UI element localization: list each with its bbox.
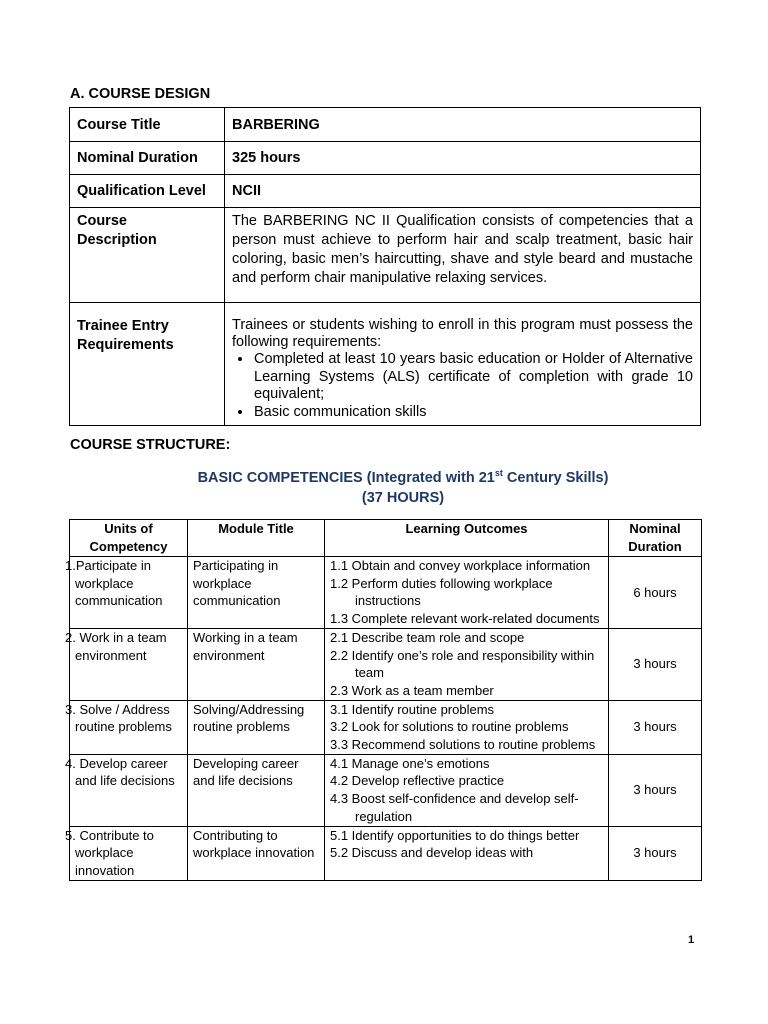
entry-label-line-2: Requirements — [77, 337, 174, 353]
unit-cell: 2. Work in a team environment — [70, 628, 188, 700]
heading-superscript: st — [494, 468, 503, 478]
qualification-row — [70, 175, 701, 208]
module-cell: Contributing to workplace innovation — [188, 826, 325, 880]
qualification-label: Qualification Level — [70, 175, 225, 208]
unit-cell: 5. Contribute to workplace innovation — [70, 826, 188, 880]
description-row — [70, 208, 701, 303]
header-duration: Nominal Duration — [609, 520, 702, 557]
course-title-value: BARBERING — [225, 108, 701, 142]
basic-competencies-hours: (37 HOURS) — [361, 490, 445, 506]
duration-value: 325 hours — [225, 142, 701, 175]
outcome: 2.3 Work as a team member — [330, 682, 494, 698]
outcome: 3.2 Look for solutions to routine problems — [330, 719, 569, 735]
module-cell: Solving/Addressing routine problems — [188, 700, 325, 754]
duration-cell: 6 hours — [609, 557, 702, 629]
table-row — [70, 754, 702, 826]
requirement-item: • Basic communication skills — [253, 404, 693, 422]
table-row — [70, 557, 702, 629]
outcome: 4.2 Develop reflective practice — [330, 773, 505, 789]
requirements-list — [232, 351, 693, 421]
outcomes-cell — [325, 826, 609, 880]
module-cell: Working in a team environment — [188, 628, 325, 700]
description-label — [70, 208, 225, 303]
structure-title: COURSE STRUCTURE: — [70, 437, 231, 453]
outcome: 3.3 Recommend solutions to routine problems — [330, 737, 596, 753]
header-outcomes: Learning Outcomes — [325, 520, 609, 557]
table-row — [70, 700, 702, 754]
page-number: 1 — [688, 934, 695, 946]
outcome: 4.3 Boost self-confidence and develop self-regulation — [330, 791, 579, 824]
outcomes-cell — [325, 754, 609, 826]
unit-cell: 1.Participate in workplace communication — [70, 557, 188, 629]
outcome: 2.2 Identify one’s role and responsibility within team — [330, 647, 595, 681]
duration-label: Nominal Duration — [70, 142, 225, 175]
duration-cell: 3 hours — [609, 628, 702, 700]
qualification-value: NCII — [225, 175, 701, 208]
table-row — [70, 628, 702, 700]
duration-cell: 3 hours — [609, 754, 702, 826]
outcome: 5.1 Identify opportunities to do things better — [330, 827, 580, 843]
entry-value — [225, 303, 701, 426]
outcomes-cell — [325, 628, 609, 700]
course-title-row — [70, 108, 701, 142]
header-units: Units of Competency — [70, 520, 188, 557]
basic-competencies-title — [69, 468, 737, 488]
description-value: The BARBERING NC II Qualification consists of competencies that a person must achieve to perform hair and scalp treatment, basic hair coloring, basic men’s haircutting, shave and style beard and mustache and perform chair manipulative relaxing services. — [225, 208, 701, 303]
duration-row — [70, 142, 701, 175]
entry-label-line-1: Trainee Entry — [77, 318, 169, 334]
section-title: A. COURSE DESIGN — [70, 86, 211, 102]
module-cell: Developing career and life decisions — [188, 754, 325, 826]
entry-label — [70, 303, 225, 426]
outcome: 5.2 Discuss and develop ideas with — [330, 845, 534, 861]
entry-requirements-row — [70, 303, 701, 426]
outcome: 3.1 Identify routine problems — [330, 701, 495, 717]
table-header-row — [70, 520, 702, 557]
requirement-item: • Completed at least 10 years basic education or Holder of Alternative Learning Systems (ALS) certificate of completion with grade 10 equivalent; — [253, 351, 693, 404]
table-row — [70, 826, 702, 880]
competency-table — [65, 519, 702, 881]
outcome: 1.3 Complete relevant work-related documents — [330, 611, 600, 627]
outcomes-cell — [325, 557, 609, 629]
description-label-line-1: Course — [77, 213, 127, 229]
unit-cell: 3. Solve / Address routine problems — [70, 700, 188, 754]
basic-competencies-heading — [69, 468, 737, 508]
outcomes-cell — [325, 700, 609, 754]
heading-text-end: Century Skills) — [502, 470, 609, 486]
outcome: 2.1 Describe team role and scope — [330, 629, 525, 645]
module-cell: Participating in workplace communication — [188, 557, 325, 629]
outcome: 1.2 Perform duties following workplace instructions — [330, 575, 553, 609]
header-module: Module Title — [188, 520, 325, 557]
duration-cell: 3 hours — [609, 700, 702, 754]
course-title-label: Course Title — [70, 108, 225, 142]
outcome: 4.1 Manage one’s emotions — [330, 755, 490, 771]
duration-cell: 3 hours — [609, 826, 702, 880]
course-design-table — [69, 107, 701, 426]
unit-cell: 4. Develop career and life decisions — [70, 754, 188, 826]
heading-text: BASIC COMPETENCIES (Integrated with 21 — [197, 470, 495, 486]
description-label-line-2: Description — [77, 232, 157, 248]
entry-intro: Trainees or students wishing to enroll in this program must possess the following requirements: — [232, 317, 693, 350]
outcome: 1.1 Obtain and convey workplace information — [330, 558, 591, 573]
